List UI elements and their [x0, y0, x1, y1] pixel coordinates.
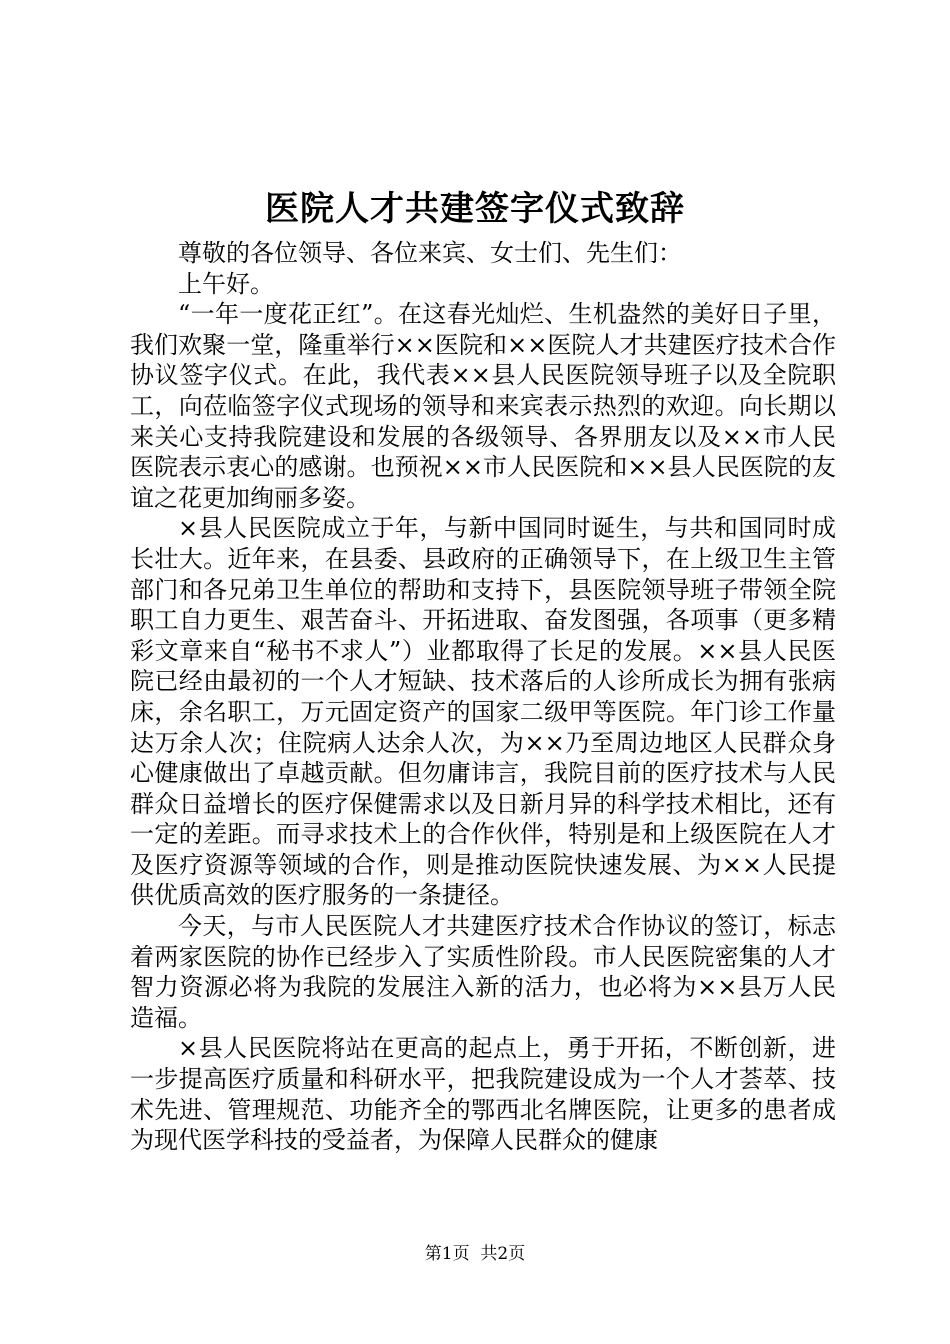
footer-separator	[470, 1244, 481, 1264]
body-paragraph: “一年一度花正红”。在这春光灿烂、生机盎然的美好日子里，我们欢聚一堂，隆重举行××医院和××医院人才共建医疗技术合作协议签字仪式。在此，我代表××县人民医院领导班子以及全院职工，向莅临签字仪式现场的领导和来宾表示热烈的欢迎。向长期以来关心支持我院建设和发展的各级领导、各界朋友以及××市人民医院表示衷心的感谢。也预祝××市人民医院和××县人民医院的友谊之花更加绚丽多姿。	[130, 300, 836, 512]
greeting-paragraph: 上午好。	[178, 269, 274, 298]
document-body	[130, 238, 836, 1156]
document-title: 医院人才共建签字仪式致辞	[265, 189, 685, 229]
salutation-paragraph: 尊敬的各位领导、各位来宾、女士们、先生们：	[178, 239, 682, 267]
page-footer	[0, 1242, 950, 1266]
page-number-total: 共2页	[480, 1244, 526, 1264]
body-paragraph: 今天，与市人民医院人才共建医疗技术合作协议的签订，标志着两家医院的协作已经步入了实质性阶段。市人民医院密集的人才智力资源必将为我院的发展注入新的活力，也必将为××县万人民造福。	[130, 912, 836, 1032]
body-paragraph: ×县人民医院成立于年，与新中国同时诞生，与共和国同时成长壮大。近年来，在县委、县政府的正确领导下，在上级卫生主管部门和各兄弟卫生单位的帮助和支持下，县医院领导班子带领全院职工自力更生、艰苦奋斗、开拓进取、奋发图强，各项事（更多精彩文章来自“秘书不求人”）业都取得了长足的发展。××县人民医院已经由最初的一个人才短缺、技术落后的人诊所成长为拥有张病床，余名职工，万元固定资产的国家二级甲等医院。年门诊工作量达万余人次；住院病人达余人次，为××乃至周边地区人民群众身心健康做出了卓越贡献。但勿庸讳言，我院目前的医疗技术与人民群众日益增长的医疗保健需求以及日新月异的科学技术相比，还有一定的差距。而寻求技术上的合作伙伴，特别是和上级医院在人才及医疗资源等领域的合作，则是推动医院快速发展、为××人民提供优质高效的医疗服务的一条捷径。	[130, 514, 836, 910]
page-number-current: 第1页	[424, 1244, 470, 1264]
body-paragraph: ×县人民医院将站在更高的起点上，勇于开拓，不断创新，进一步提高医疗质量和科研水平，把我院建设成为一个人才荟萃、技术先进、管理规范、功能齐全的鄂西北名牌医院，让更多的患者成为现代医学科技的受益者，为保障人民群众的健康	[130, 1034, 836, 1155]
